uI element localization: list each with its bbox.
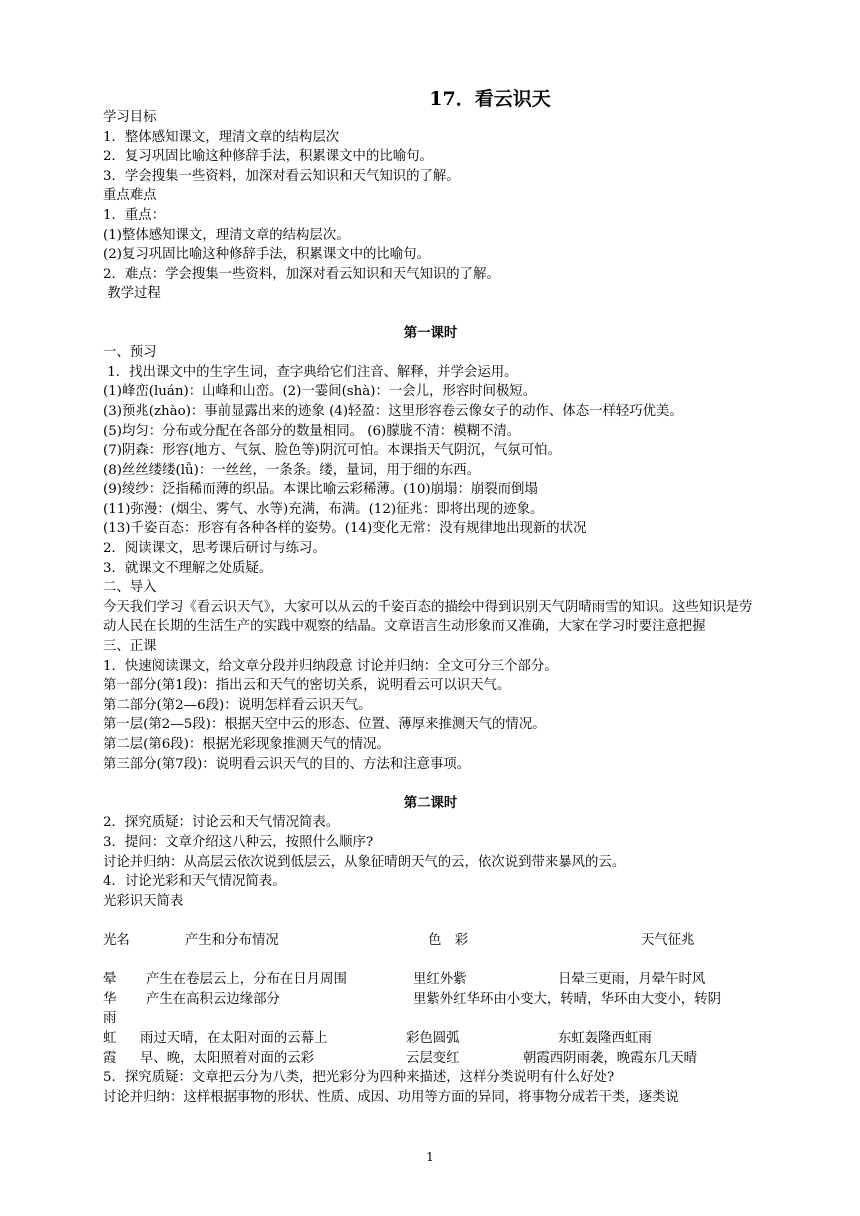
- table-cell: 东虹轰隆西虹雨: [558, 1030, 652, 1046]
- text-line: 1．整体感知课文，理清文章的结构层次: [103, 129, 340, 145]
- text-line: 5．探究质疑：文章把云分为八类，把光彩分为四种来描述，这样分类说明有什么好处?: [103, 1070, 615, 1086]
- text-line: 二、导入: [103, 580, 157, 596]
- document-body: [103, 108, 758, 1107]
- text-line: 2．复习巩固比喻这种修辞手法，积累课文中的比喻句。: [103, 149, 433, 165]
- table-cell: 产生在卷层云上，分布在日月周围: [146, 972, 347, 988]
- text-line: 教学过程: [103, 286, 161, 302]
- text-line: 学习目标: [103, 110, 157, 125]
- table-row: [103, 970, 758, 990]
- text-line: 重点难点: [103, 188, 157, 204]
- text-line: (13)千姿百态：形容有各种各样的姿势。(14)变化无常：没有规律地出现新的状况: [103, 521, 587, 537]
- table-cell: 虹: [103, 1030, 117, 1046]
- text-line: (7)阴森：形容(地方、气氛、脸色等)阴沉可怕。本课指天气阴沉，气氛可怕。: [103, 443, 561, 459]
- text-line: 1．重点：: [103, 207, 166, 223]
- table-header-cell: 天气征兆: [641, 932, 695, 948]
- table-header-cell: 光名: [103, 932, 130, 948]
- text-line: 讨论并归纳：从高层云依次说到低层云，从象征晴朗天气的云，依次说到带来暴风的云。: [103, 854, 626, 870]
- text-line: (8)丝丝缕缕(lǚ)：一丝丝，一条条。缕，量词，用于细的东西。: [103, 462, 481, 478]
- table-row: [103, 1029, 758, 1049]
- text-line: (9)绫纱：泛指稀而薄的织品。本课比喻云彩稀薄。(10)崩塌：崩裂而倒塌: [103, 482, 538, 498]
- text-line: 三、正课: [103, 639, 157, 655]
- page-number: 1: [426, 1150, 434, 1164]
- text-line: (3)预兆(zhào)：事前显露出来的迹象 (4)轻盈：这里形容卷云像女子的动作、体态一样轻巧优美。: [103, 403, 683, 419]
- document-title: 17．看云识天: [429, 88, 551, 110]
- table-cell: 产生在高积云边缘部分: [146, 991, 280, 1007]
- table-cell: 里紫外红华环由小变大，转晴，华环由大变小，转阴: [413, 991, 721, 1007]
- text-line: 第二部分(第2—6段)：说明怎样看云识天气。: [103, 697, 372, 713]
- text-line: (1)峰峦(luán)：山峰和山峦。(2)一霎间(shà)：一会儿，形容时间极短。: [103, 384, 537, 400]
- table-cell: 朝霞西阴雨袭，晚霞东几天晴: [523, 1050, 698, 1066]
- text-line: 4．讨论光彩和天气情况简表。: [103, 874, 286, 890]
- section-heading-lesson1: 第一课时: [403, 324, 458, 341]
- table-cell: 雨过天晴，在太阳对面的云幕上: [140, 1030, 328, 1046]
- text-line: 第三部分(第7段)：说明看云识天气的目的、方法和注意事项。: [103, 756, 471, 772]
- table-header-cell: 色 彩: [428, 932, 469, 948]
- table-cell: 彩色圆弧: [406, 1030, 460, 1046]
- text-line: 讨论并归纳：这样根据事物的形状、性质、成因、功用等方面的异同，将事物分成若干类，逐类说: [103, 1089, 679, 1105]
- table-cell-wrap: 雨: [103, 1011, 117, 1027]
- text-line: 第二层(第6段)：根据光彩现象推测天气的情况。: [103, 737, 390, 752]
- table-cell: 里红外紫: [413, 972, 467, 988]
- table-row: [103, 1049, 758, 1069]
- text-line: 2．阅读课文，思考课后研讨与练习。: [103, 541, 326, 557]
- text-line: 第一层(第2—5段)：根据天空中云的形态、位置、薄厚来推测天气的情况。: [103, 717, 546, 733]
- section-heading-lesson2: 第二课时: [403, 794, 458, 811]
- table-cell: 早、晚，太阳照着对面的云彩: [140, 1050, 315, 1066]
- text-line: 光彩识天简表: [103, 893, 184, 909]
- table-header-cell: 产生和分布情况: [185, 932, 279, 948]
- text-line: (2)复习巩固比喻这种修辞手法，积累课文中的比喻句。: [103, 247, 430, 263]
- text-line: 3．提问：文章介绍这八种云，按照什么顺序?: [103, 834, 374, 850]
- text-line: 2．探究质疑：讨论云和天气情况简表。: [103, 815, 340, 831]
- text-line: (5)均匀：分布或分配在各部分的数量相同。 (6)朦胧不清：模糊不清。: [103, 423, 521, 439]
- text-line: 1．找出课文中的生字生词，查字典给它们注音、解释，并学会运用。: [103, 364, 518, 380]
- text-line: 3．学会搜集一些资料，加深对看云知识和天气知识的了解。: [103, 168, 460, 184]
- table-cell: 晕: [103, 972, 117, 988]
- text-line: (1)整体感知课文，理清文章的结构层次。: [103, 227, 350, 243]
- table-cell: 霞: [103, 1050, 117, 1066]
- text-line: 2．难点：学会搜集一些资料，加深对看云知识和天气知识的了解。: [103, 266, 500, 282]
- text-line: 3．就课文不理解之处质疑。: [103, 560, 273, 576]
- table-cell: 华: [103, 991, 117, 1007]
- table-row: [103, 990, 758, 1010]
- intro-paragraph: 今天我们学习《看云识天气》，大家可以从云的千姿百态的描绘中得到识别天气阴晴雨雪的知识。这些知识是劳动人民在长期的生活生产的实践中观察的结晶。文章语言生动形象而又准确，大家在学习时要注意把握: [103, 599, 753, 635]
- text-line: (11)弥漫：(烟尘、雾气、水等)充满，布满。(12)征兆：即将出现的迹象。: [103, 501, 544, 517]
- text-line: 1．快速阅读课文，给文章分段并归纳段意 讨论并归纳：全文可分三个部分。: [103, 658, 558, 674]
- text-line: 第一部分(第1段)：指出云和天气的密切关系，说明看云可以识天气。: [103, 678, 511, 694]
- table-cell: 日晕三更雨，月晕午时风: [558, 972, 706, 988]
- table-cell: 云层变红: [406, 1050, 460, 1066]
- text-line: 一、预习: [103, 345, 157, 361]
- table-header-row: [103, 931, 758, 951]
